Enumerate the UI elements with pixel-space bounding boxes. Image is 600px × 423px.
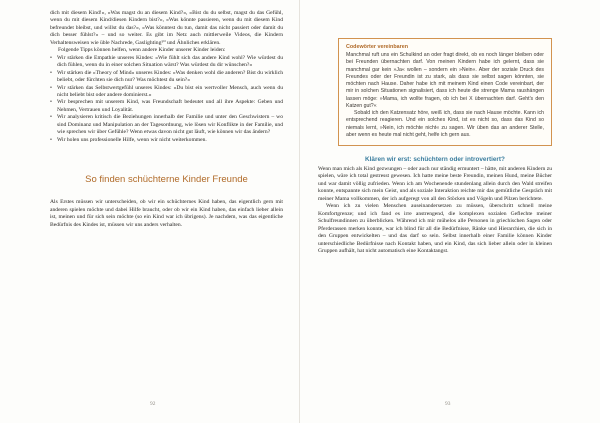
tips-intro: Folgende Tipps können helfen, wenn andere Kinder unserer Kinder leiden:: [58, 47, 226, 54]
tip-item: • Wir stärken das Selbstwertgefühl unseres Kindes: »Du bist ein wertvoller Mensch, auch wenn du nicht beliebt bist oder andere dominierst.«: [50, 85, 283, 100]
tip-item: • Wir analysieren kritisch die Beziehungen innerhalb der Familie und unter den Geschwistern – wo sind Dominanz und Manipulation an der Tagesordnung, wie lösen wir Konflikte in der Familie, und wie sprechen wir über Gefühle? Wenn etwas davon nicht gut läuft, wie können wir das ändern?: [50, 114, 283, 136]
page-number-left: 92: [150, 401, 156, 407]
body-paragraph: Wenn man mich als Kind gezwungen – oder auch nur ständig ermuntert – hätte, mit anderen Kindern zu spielen, wäre ich total gestresst gewesen. Ich hatte meine beste Freundin, meinen Hund, meine Bücher und war damit völlig zufrieden. Wenn ich am Wochenende stundenlang allein durch den Wald streifen konnte, entspannte sich mein Geist, und als soziale Interaktion reichte mir das gemütliche Gespräch mit meiner Mama vollkommen, der ich aufgeregt von all den Stöcken und Vögeln und Pilzen berichtete.: [318, 166, 552, 202]
right-page: [300, 0, 600, 423]
tip-item: • Wir holen uns professionelle Hilfe, wenn wir nicht weiterkommen.: [50, 137, 283, 144]
info-box-body: [346, 52, 544, 139]
tip-item: • Wir besprechen mit unserem Kind, was Freundschaft bedeutet und all ihre Aspekte: Geben und Nehmen, Vertrauen und Loyalität.: [50, 99, 283, 114]
section-heading: So finden schüchterne Kinder Freunde: [85, 174, 248, 186]
body-paragraph: Wenn ich zu vielen Menschen auseinandersetzen zu müssen, überschritt schnell meine Komfortgrenze; und ich fand es irre anstrengend, die komplexen sozialen Geflechte meiner Schulfreundinnen zu überblicken. Während ich mir mühelos alle Personen in griechischen Sagen oder Pferderassen merken konnte, war ich blind für all die Bedürfnisse, Ränke und Hierarchien, die sich in den Gruppen entwickelten – und das darf so sein. Selbst innerhalb einer Familie können Kinder unterschiedliche Bedürfnisse nach Kontakt haben, und ein Kind, das sich lieber allein oder in kleinen Gruppen aufhält, hat nicht automatisch eine Kontaktangst.: [318, 203, 552, 254]
info-box-paragraph: Sobald ich den Katzensatz höre, weiß ich, dass sie nach Hause möchte. Kann ich entsprechend reagieren. Und ein solches Kind, ist es nicht so, dass das Kind so niemals lernt, »Nein, ich möchte nicht« zu sagen. Wir üben das an anderer Stelle, aber wenn es heute mal nicht geht, helfe ich gern aus.: [346, 110, 544, 138]
info-box: [338, 38, 552, 146]
section-paragraph: Als Erstes müssen wir unterscheiden, ob wir ein schüchternes Kind haben, das eigentlich gern mit anderen spielen möchte und dabei Hilfe braucht, oder ob wir ein Kind haben, das einfach lieber allein ist, meinen und für sich sein möchte (so ein Kind war ich übrigens). Je nachdem, was das eigentliche Bedürfnis des Kindes ist, müssen wir uns anders verhalten.: [50, 199, 283, 228]
info-box-paragraph: Manchmal ruft uns ein Schulkind an oder fragt direkt, ob es noch länger bleiben oder bei Freunden übernachten darf. Von meinen Kindern habe ich gelernt, dass sie manchmal gar kein »Ja« wollen – sondern ein »Nein«. Aber der soziale Druck des Freundes oder der Freundin ist zu stark, als dass sie selbst sagen könnten, sie möchten nach Hause. Daher habe ich mit meinem Kind einen Code vereinbart, der mir in solchen Situationen signalisiert, dass ich heute die strenge Mama raushängen lassen möge: »Mama, ich wollte fragen, ob ich bei X übernachten darf. Geht's den Katzen gut?«: [346, 52, 544, 109]
page-number-right: 93: [445, 401, 451, 407]
tip-item: • Wir stärken die »Theory of Mind« unseres Kindes: »Was denken wohl die anderen? Bist du wirklich beliebt, oder fürchten sie dich nur? Was möchtest du sein?«: [50, 70, 283, 85]
tip-item: • Wir stärken die Empathie unseres Kindes: »Wie fühlt sich das andere Kind wohl? Wie würdest du dich fühlen, wenn du in einer solchen Situation wärst? Was würdest du dir wünschen?«: [50, 55, 283, 70]
subsection-heading: Klären wir erst: schüchtern oder introvertiert?: [365, 156, 505, 163]
intro-paragraph: dich mit diesem Kind!«, »Was magst du an diesem Kind?«, »Bist du du selbst, magst du das Gefühl, wenn du mit diesem Kind/diesen Kindern bist?«, »Was könnte passieren, wenn du mit diesem Kind befreundet bleibst, und willst du das?«, »Was könntest du tun, damit das nicht passiert oder damit du dich besser fühlst?« – und so weiter. Es gibt im Netz auch mittlerweile Videos, die Kindern Verhaltensweisen wie üble Nachrede, Gaslighting⁵⁰ und Ähnliches erklären.: [50, 10, 283, 46]
info-box-title: Codewörter vereinbaren: [346, 44, 409, 50]
tips-list: [50, 55, 283, 144]
